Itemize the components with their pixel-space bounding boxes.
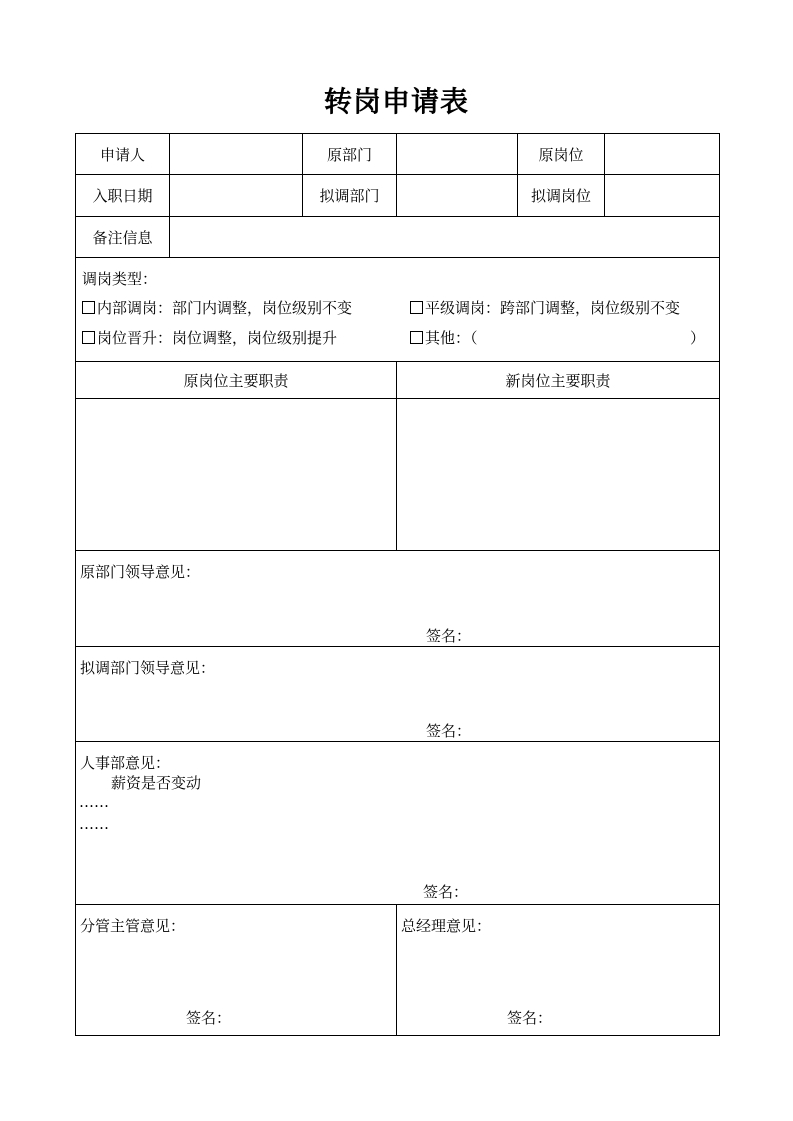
orig-post-field[interactable] bbox=[605, 134, 720, 175]
orig-leader-opinion[interactable] bbox=[76, 551, 720, 647]
applicant-label: 申请人 bbox=[76, 134, 170, 175]
orig-leader-label: 原部门领导意见： bbox=[80, 563, 201, 581]
applicant-field[interactable] bbox=[170, 134, 303, 175]
checkbox-icon[interactable] bbox=[82, 331, 95, 344]
signature-label: 签名： bbox=[507, 1009, 553, 1027]
target-dept-field[interactable] bbox=[397, 175, 518, 217]
new-duties-field[interactable] bbox=[397, 399, 720, 551]
remarks-field[interactable] bbox=[170, 217, 720, 258]
option-internal[interactable]: 内部调岗：部门内调整，岗位级别不变 bbox=[82, 297, 410, 318]
transfer-type-label: 调岗类型： bbox=[82, 270, 158, 288]
gm-opinion[interactable] bbox=[397, 905, 720, 1036]
hire-date-label: 入职日期 bbox=[76, 175, 170, 217]
new-duties-header: 新岗位主要职责 bbox=[397, 362, 720, 399]
signature-label: 签名： bbox=[426, 627, 472, 645]
option-promotion[interactable]: 岗位晋升：岗位调整，岗位级别提升 bbox=[82, 327, 410, 348]
hr-salary-line: 薪资是否变动 bbox=[111, 774, 202, 792]
supervisor-label: 分管主管意见： bbox=[80, 917, 186, 935]
hr-label: 人事部意见： bbox=[80, 754, 171, 772]
other-close-paren: ） bbox=[689, 328, 705, 347]
target-post-field[interactable] bbox=[605, 175, 720, 217]
option-other[interactable]: 其他：（ ） bbox=[410, 327, 713, 348]
hr-opinion[interactable] bbox=[76, 742, 720, 905]
remarks-label: 备注信息 bbox=[76, 217, 170, 258]
target-leader-label: 拟调部门领导意见： bbox=[80, 659, 216, 677]
hr-ellipsis-2: …… bbox=[79, 815, 109, 833]
gm-label: 总经理意见： bbox=[401, 917, 492, 935]
hr-ellipsis-1: …… bbox=[79, 793, 109, 811]
supervisor-opinion[interactable] bbox=[76, 905, 397, 1036]
transfer-application-form bbox=[75, 133, 720, 1036]
option-lateral[interactable]: 平级调岗：跨部门调整，岗位级别不变 bbox=[410, 297, 713, 318]
signature-label: 签名： bbox=[426, 722, 472, 740]
checkbox-icon[interactable] bbox=[410, 301, 423, 314]
orig-post-label: 原岗位 bbox=[518, 134, 605, 175]
orig-dept-field[interactable] bbox=[397, 134, 518, 175]
hire-date-field[interactable] bbox=[170, 175, 303, 217]
orig-dept-label: 原部门 bbox=[303, 134, 397, 175]
orig-duties-header: 原岗位主要职责 bbox=[76, 362, 397, 399]
transfer-type-section bbox=[76, 258, 720, 362]
target-post-label: 拟调岗位 bbox=[518, 175, 605, 217]
signature-label: 签名： bbox=[186, 1009, 232, 1027]
checkbox-icon[interactable] bbox=[82, 301, 95, 314]
orig-duties-field[interactable] bbox=[76, 399, 397, 551]
checkbox-icon[interactable] bbox=[410, 331, 423, 344]
target-dept-label: 拟调部门 bbox=[303, 175, 397, 217]
form-title: 转岗申请表 bbox=[323, 85, 469, 118]
signature-label: 签名： bbox=[423, 883, 469, 901]
target-leader-opinion[interactable] bbox=[76, 647, 720, 742]
